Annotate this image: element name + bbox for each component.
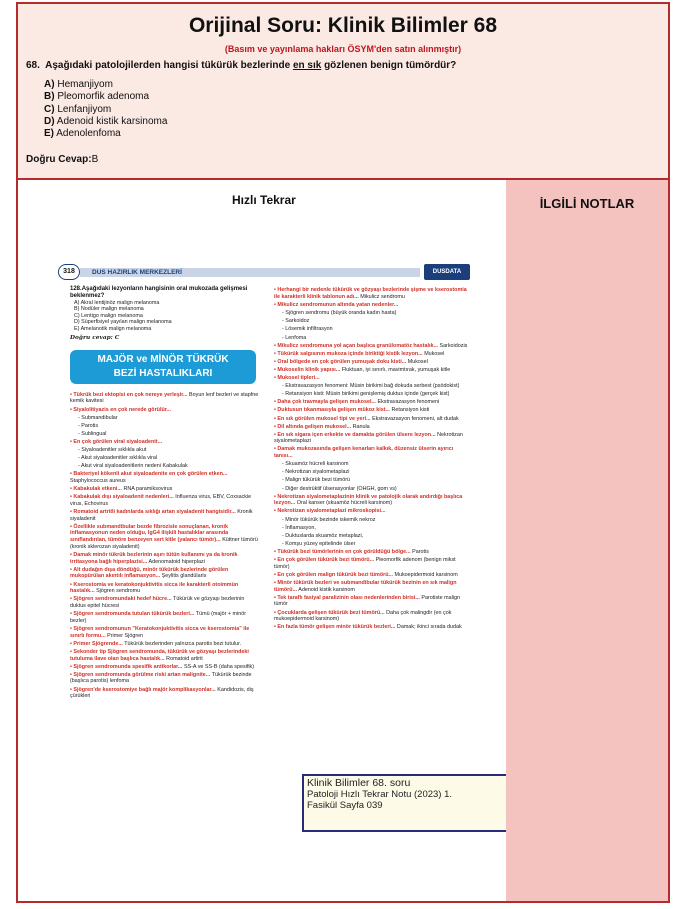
bullet-answer: SS-A ve SS-B (daha spesifik) — [183, 663, 255, 670]
bullet-answer: Adenoid kistik karsinom — [298, 586, 355, 593]
bullet-icon: • — [274, 399, 278, 406]
bullet-answer: - Sarkoidoz — [282, 318, 310, 325]
bullet-icon: • — [274, 350, 278, 357]
bullet-answer: Influenza virus, EBV, Coxsackie virus, Echovirus — [70, 494, 252, 507]
bullet-answer: - Parotis — [78, 422, 99, 429]
bullet-item — [70, 439, 260, 446]
question-text-before: Aşağıdaki patolojilerden hangisi tükürük bezlerinde — [45, 60, 291, 71]
bullet-icon: • — [70, 494, 74, 501]
bullet-item — [70, 567, 260, 580]
bullet-icon: • — [70, 438, 74, 445]
bullet-item — [274, 287, 470, 300]
bullet-answer: Mikulicz sendromu — [360, 294, 405, 301]
bullet-icon: • — [70, 523, 74, 530]
bullet-icon: • — [70, 596, 74, 603]
bullet-item — [70, 687, 260, 700]
bullet-answer: Nekrotizan siyalometaplazi — [274, 431, 463, 445]
bullet-answer: Sjögren sendromu — [96, 588, 141, 595]
option-letter: A) — [44, 79, 55, 90]
bullet-item — [274, 525, 470, 532]
bullet-answer: Mukosel — [424, 350, 445, 357]
bullet-icon: • — [274, 557, 278, 564]
bullet-answer: - Komşu yüzey epitelinde ülser — [282, 540, 356, 547]
book-option: C) Lentigo malign melanoma — [74, 312, 143, 319]
bullet-question: Mikulicz sendromuna yol açan başlıca granülomatöz hastalık... — [277, 342, 438, 349]
bullet-question: Duktusun tıkanmasıyla gelişen mükoz kist... — [277, 407, 391, 414]
bullet-question: Mukosel tipleri... — [277, 375, 320, 382]
dusdata-logo: DUSDATA — [424, 264, 470, 280]
bullet-question: Özellikle submandibular bezde fibrozisle sonuçlanan, kronik inflamasyonun neden olduğu, IgG4 ilişkili hastalıklar arasında sınıflandırılan, tümöre benzeyen sert kitle (yalancı tümör)... — [70, 523, 229, 544]
source-note-line-1: Klinik Bilimler 68. soru — [307, 777, 411, 789]
bullet-icon: • — [70, 566, 74, 573]
bullet-answer: - Malign tükürük bezi tümörü — [282, 477, 351, 484]
bullet-item — [274, 383, 470, 390]
bullet-item — [70, 552, 260, 565]
bullet-question: En çok görülen tükürük bezi tümörü... — [277, 557, 375, 564]
question-number: 68. — [26, 60, 40, 71]
bullet-item — [70, 494, 260, 507]
bullet-icon: • — [274, 366, 278, 373]
banner-line-2: BEZİ HASTALIKLARI — [113, 367, 213, 379]
bullet-item — [274, 446, 470, 459]
bullet-question: En çok görülen malign tükürük bezi tümörü... — [277, 571, 393, 578]
bullet-question: Minör tükürük bezleri ve submandibular tükürük bezinin en sık malign tümörü... — [274, 579, 457, 593]
bullet-question: Sjögren'de kserostomiye bağlı majör komplikasyonlar... — [73, 686, 216, 693]
bullet-icon: • — [70, 471, 74, 478]
option-text: Hemanjiyom — [57, 79, 113, 90]
bullet-answer: Tükürük ve gözyaşı bezlerinin duktus epitel hücresi — [70, 596, 245, 610]
bullet-item — [274, 432, 470, 445]
bullet-answer: Damak; ikinci sırada dudak — [396, 624, 462, 631]
bullet-icon: • — [70, 391, 74, 398]
bullet-question: Çocuklarda gelişen tükürük bezi tümörü... — [277, 609, 385, 616]
option-text: Adenoid kistik karsinoma — [56, 115, 168, 127]
bullet-answer: Parotiste malign tümör — [274, 594, 461, 608]
bullet-item — [70, 463, 260, 470]
bullet-answer: - Lösemik infiltrasyon — [282, 326, 333, 333]
bullet-icon: • — [274, 624, 278, 631]
bullet-item — [274, 326, 470, 333]
bullet-item — [70, 486, 260, 493]
bullet-item — [274, 469, 470, 476]
bullet-item — [70, 649, 260, 662]
bullet-item — [274, 407, 470, 414]
bullet-icon: • — [274, 579, 278, 586]
bullet-item — [70, 596, 260, 609]
bullet-item — [70, 641, 260, 648]
question-text-after: gözlenen benign tümördür? — [324, 60, 457, 71]
bullet-item — [70, 626, 260, 639]
bullet-icon: • — [70, 551, 74, 558]
bullet-item — [70, 407, 260, 414]
bullet-question: Kserostomia ve keratokonjuktivitis sicca ile karakterli otoimmün hastalık... — [70, 581, 239, 595]
bullet-answer: Primer Sjögren — [107, 632, 144, 639]
bullet-icon: • — [274, 493, 278, 500]
bullet-question: Damak minör tükrük bezlerinin aşırı tütün kullanımı ya da kronik irritasyona bağlı hiperplazisi... — [70, 551, 238, 565]
bullet-answer: Staphylococcus aureus — [70, 477, 126, 484]
bullet-item — [274, 424, 470, 431]
bullet-icon: • — [70, 508, 74, 515]
bullet-item — [274, 533, 470, 540]
bullet-answer: Parotis — [412, 548, 429, 555]
bullet-answer: - Sublingual — [78, 430, 107, 437]
book-left-column — [70, 286, 260, 700]
book-question-answer: Doğru cevap: C — [70, 335, 120, 342]
bullet-icon: • — [70, 648, 74, 655]
bullet-icon: • — [70, 406, 74, 413]
bullet-item — [274, 494, 470, 507]
bullet-item — [274, 477, 470, 484]
bullet-answer: - Sjögren sendromu (büyük oranda kadın hasta) — [282, 310, 397, 317]
bullet-question: Mukoselin klinik yapısı... — [277, 366, 341, 373]
bullet-icon: • — [274, 609, 278, 616]
bullet-question: Tükürük salgısının mukoza içinde biriktiği kistik lezyon... — [277, 350, 423, 357]
bullet-item — [274, 557, 470, 570]
bullet-question: Sjögren sendromunun "Keratokonjuktivitis sicca ve kserostomia" ile sınırlı formu... — [70, 625, 250, 639]
question-text-underlined: en sık — [292, 60, 322, 71]
bullet-answer: - Akut siyaloadenitler sıklıkla viral — [78, 455, 158, 462]
related-notes-column — [506, 180, 668, 901]
bullet-item — [274, 517, 470, 524]
bullet-item — [70, 664, 260, 671]
answer-option — [44, 79, 167, 91]
bullet-question: Sjögren sendromundaki hedef hücre... — [73, 596, 172, 603]
bullet-item — [70, 455, 260, 462]
bullet-answer: Oral kanser (skuamöz hücreli karsinom) — [296, 500, 393, 507]
bullet-icon: • — [274, 302, 278, 309]
bullet-answer: - Minör tükürük bezinde iskemik nekroz — [282, 516, 376, 523]
bullet-item — [70, 611, 260, 624]
bullet-icon: • — [274, 431, 278, 438]
bullet-question: En çok görülen viral siyaloadenit... — [73, 438, 163, 445]
bullet-answer: Romatoid artirit — [166, 655, 203, 662]
bullet-answer: - Duktuslarda skuamöz metaplazi, — [282, 532, 364, 539]
bullet-icon: • — [274, 287, 278, 294]
option-letter: B) — [44, 91, 55, 103]
book-question-text: Aşağıdaki lezyonların hangisinin oral mukozada gelişmesi beklenmez? — [70, 286, 248, 299]
bullet-question: Oral bölgede en çok görülen yumuşak doku kisti... — [277, 358, 407, 365]
bullet-item — [274, 508, 470, 515]
bullet-icon: • — [70, 625, 74, 632]
source-note-line-2: Patoloji Hızlı Tekrar Notu (2023) 1. — [307, 789, 453, 800]
bullet-item — [274, 367, 470, 374]
related-notes-header: İLGİLİ NOTLAR — [539, 196, 635, 211]
bullet-item — [274, 624, 470, 631]
bullet-answer: Ranula — [352, 423, 370, 430]
bullet-icon: • — [274, 594, 278, 601]
bullet-item — [70, 423, 260, 430]
bullet-question: Bakteriyel kökenli akut siyaloadenite en çok görülen etken... — [73, 471, 228, 478]
bullet-answer: - Skuamöz hücreli karsinom — [282, 461, 349, 468]
bullet-answer: - Nekrotizan siyalometaplazi — [282, 469, 350, 476]
bullet-answer: - Diğer destrüktif ülserasyonlar (OHGH, gom vs) — [282, 485, 397, 492]
bullet-item — [70, 582, 260, 595]
source-note-line-3: Fasikül Sayfa 039 — [307, 800, 383, 811]
bullet-icon: • — [274, 548, 278, 555]
bullet-question: Dil altında gelişen mukosel... — [277, 423, 352, 430]
bullet-question: En sık sigara içen erkekte ve damakta görülen ülsere lezyon... — [277, 431, 436, 438]
bullet-icon: • — [70, 671, 74, 678]
bullet-icon: • — [274, 423, 278, 430]
bullet-icon: • — [274, 446, 278, 453]
bullet-answer: Tükürük bezlerinden yalnızca parotis bezi tutulur. — [124, 640, 242, 647]
bullet-answer: Küttner tümörü (kronik sklerozan siyaladenit) — [70, 537, 258, 550]
bullet-item — [274, 359, 470, 366]
bullet-answer: - İnflamasyon, — [282, 524, 316, 531]
bullet-answer: - Lenfoma — [282, 334, 307, 341]
bullet-answer: Mukosel — [407, 358, 428, 365]
bullet-item — [70, 447, 260, 454]
bullet-icon: • — [274, 508, 278, 515]
bullet-answer: Tükürük bezinde (başlıca parotis) lenfoma — [70, 671, 252, 685]
book-header-band — [80, 268, 420, 277]
book-left-items — [70, 392, 260, 700]
bullet-answer: - Submandibular — [78, 414, 118, 421]
bullet-answer: Retansiyon kisti — [391, 407, 430, 414]
bullet-icon: • — [70, 611, 74, 618]
bullet-question: Daha çok travmayla gelişen mukosel... — [277, 399, 376, 406]
bullet-question: Tükrük bezi ektopisi en çok nereye yerleşir... — [73, 391, 188, 398]
correct-answer — [26, 154, 98, 165]
bullet-item — [274, 375, 470, 382]
section-banner — [70, 350, 256, 384]
bullet-item — [70, 415, 260, 422]
bullet-icon: • — [70, 581, 74, 588]
bullet-answer: Tümü (majör + minör bezler) — [70, 611, 246, 624]
book-page-excerpt — [58, 264, 472, 854]
question-text — [26, 60, 456, 71]
bullet-question: Siyalolitiyazis en çok nerede görülür... — [73, 406, 172, 413]
bullet-item — [274, 572, 470, 579]
bullet-item — [274, 318, 470, 325]
answer-label: Doğru Cevap: — [26, 154, 92, 165]
bullet-item — [274, 335, 470, 342]
bullet-question: Sjögren sendromunda tutulan tükürük bezleri... — [73, 611, 195, 618]
book-question-options — [70, 300, 260, 332]
book-option: A) Akral lentijinöz malign melanoma — [74, 300, 160, 306]
bullet-item — [274, 343, 470, 350]
bullet-item — [70, 471, 260, 484]
bullet-item — [274, 391, 470, 398]
answer-option — [44, 128, 167, 140]
answer-option — [44, 91, 167, 103]
book-option: E) Amelanotik malign melanoma — [74, 325, 152, 332]
copyright-note: (Basım ve yayınlama hakları ÖSYM'den satın alınmıştır) — [224, 44, 462, 54]
bullet-question: Sjögren sendromunda görülme riski artan malignite... — [73, 671, 211, 678]
bullet-item — [274, 486, 470, 493]
bullet-item — [274, 416, 470, 423]
bullet-answer: Pleomorfik adenom (benign mikst tümör) — [274, 557, 456, 570]
bullet-answer: RNA paramiksovirus — [123, 486, 173, 493]
option-text: Pleomorfik adenoma — [57, 91, 150, 103]
option-text: Adenolenfoma — [56, 128, 121, 140]
bullet-icon: • — [70, 663, 74, 670]
bullet-item — [70, 509, 260, 522]
bullet-question: En fazla tümör gelişen minör tükürük bezleri... — [277, 624, 396, 631]
bullet-item — [274, 580, 470, 593]
question-box — [18, 4, 668, 180]
bullet-question: Tükürük bezi tümörlerinin en çok görüldüğü bölge... — [277, 548, 411, 555]
bullet-question: Alt dudağın dışa döndüğü, minör tükürük bezlerinde görülen mukopürülan akıntılı inflamasyon... — [70, 566, 229, 580]
bullet-answer: Kronik siyaladenit — [70, 508, 253, 522]
bullet-item — [70, 392, 260, 405]
option-letter: E) — [44, 128, 54, 140]
quick-review-header: Hızlı Tekrar — [232, 193, 296, 207]
bullet-item — [274, 310, 470, 317]
bullet-item — [70, 524, 260, 551]
book-page-header — [58, 264, 472, 280]
source-note-box — [302, 774, 508, 832]
option-text: Lenfanjiyom — [57, 103, 112, 115]
book-question — [70, 286, 260, 300]
bullet-question: Kabakulak dışı siyaloadenit nedenleri... — [73, 494, 174, 501]
bullet-item — [70, 431, 260, 438]
bullet-answer: - Ekstravazasyon fenomeni: Müsin birikimi bağ dokuda serbest (psödokist) — [282, 383, 460, 390]
bullet-question: En sık görülen mukosel tipi ve yeri... — [277, 415, 371, 422]
bullet-item — [274, 610, 470, 623]
answer-value: B — [91, 154, 99, 165]
page-title: Orijinal Soru: Klinik Bilimler 68 — [188, 14, 498, 37]
bullet-icon: • — [274, 415, 278, 422]
bullet-question: Tek taraflı fasiyal paralizinin olası nedenlerinden birisi... — [277, 594, 420, 601]
bullet-question: Sjögren sendromunda spesifik antikorlar... — [73, 663, 183, 670]
bullet-answer: - Akut viral siyaloadenitlerin nedeni Kabakulak — [78, 463, 188, 470]
bullet-icon: • — [70, 640, 74, 647]
bullet-question: Herhangi bir nedenle tükürük ve gözyaşı bezlerinde şişme ve kserostomia ile karakterli klinik tablonun adı... — [274, 287, 467, 301]
book-option: D) Süperfisiyel yayılan malign melanoma — [74, 319, 172, 326]
answer-option — [44, 104, 167, 116]
bullet-question: Sekonder tip Sjögren sendromunda, tükürük ve gözyaşı bezlerindeki tutuluma ilave olan başlıca hastalık... — [70, 648, 249, 662]
bullet-question: Mikulicz sendromunun altında yatan nedenler... — [277, 302, 399, 309]
bullet-question: Kabakulak etkeni... — [73, 486, 122, 493]
option-letter: D) — [44, 115, 55, 127]
bullet-icon: • — [70, 686, 74, 693]
bullet-item — [70, 672, 260, 685]
quick-review-column — [18, 180, 506, 901]
bullet-item — [274, 399, 470, 406]
book-option: B) Nodüler malign melanoma — [74, 306, 144, 313]
book-right-column — [274, 286, 470, 631]
bullet-answer: Kandidozis, diş çürükleri — [70, 686, 254, 700]
bullet-answer: Daha çok malingdir (en çok mukoepidermoid karsinom) — [274, 609, 452, 623]
bullet-icon: • — [274, 407, 278, 414]
bullet-item — [274, 302, 470, 309]
bullet-icon: • — [274, 571, 278, 578]
book-page-number: 318 — [58, 264, 80, 280]
bullet-item — [274, 595, 470, 608]
page-frame — [16, 2, 670, 903]
bullet-question: Nekrotizan siyalometaplazi mikroskopisi... — [277, 508, 386, 515]
bullet-icon: • — [274, 342, 278, 349]
banner-line-1: MAJÖR ve MİNÖR TÜKRÜK — [97, 353, 229, 365]
bullet-answer: Fluktuan, iyi sınırlı, mavimtırak, yumuşak kitle — [341, 366, 451, 373]
bullet-answer: - Retansiyon kisti: Müsin birikimi genişlemiş duktus içinde (gerçek kist) — [282, 391, 450, 398]
bullet-question: Primer Sjögrende... — [73, 640, 123, 647]
bullet-answer: - Siyaloadenitler sıklıkla akut — [78, 447, 147, 453]
bullet-item — [274, 549, 470, 556]
bullet-answer: Ekstravazasyon fenomeni — [377, 399, 440, 406]
bullet-answer: Şeylitis glandülaris — [161, 573, 207, 580]
bullet-answer: Ekstravazasyon fenomeni, alt dudak — [372, 415, 459, 422]
bullet-icon: • — [70, 486, 74, 493]
bullet-item — [274, 541, 470, 548]
bullet-icon: • — [274, 375, 278, 382]
bullet-question: Damak mukozasında gelişen kenarları kalkık, düzensiz ülserin ayırıcı tanısı... — [274, 446, 454, 460]
answer-option — [44, 116, 167, 128]
answer-options — [44, 79, 167, 140]
bullet-icon: • — [274, 358, 278, 365]
book-question-number: 128. — [70, 286, 82, 292]
option-letter: C) — [44, 103, 55, 115]
bullet-answer: Mukoepidermoid karsinom — [394, 571, 458, 578]
book-band-title: DUS HAZIRLIK MERKEZLERİ — [92, 269, 182, 276]
bullet-item — [274, 351, 470, 358]
bullet-item — [274, 461, 470, 468]
bullet-question: Nekrotizan siyalometaplazinin klinik ve patolojik olarak andırdığı başlıca lezyon... — [274, 493, 463, 507]
bullet-answer: Boyun lenf bezleri ve stapfne kemik kavitesi — [70, 391, 259, 405]
bullet-question: Romatoid artritli kadınlarda sıklığı artan siyaladenit hangisidir... — [73, 508, 236, 515]
bullet-answer: Sarkoidozis — [439, 342, 468, 349]
book-right-items — [274, 287, 470, 631]
bullet-answer: Adenomatoid hiperplazi — [148, 558, 205, 565]
